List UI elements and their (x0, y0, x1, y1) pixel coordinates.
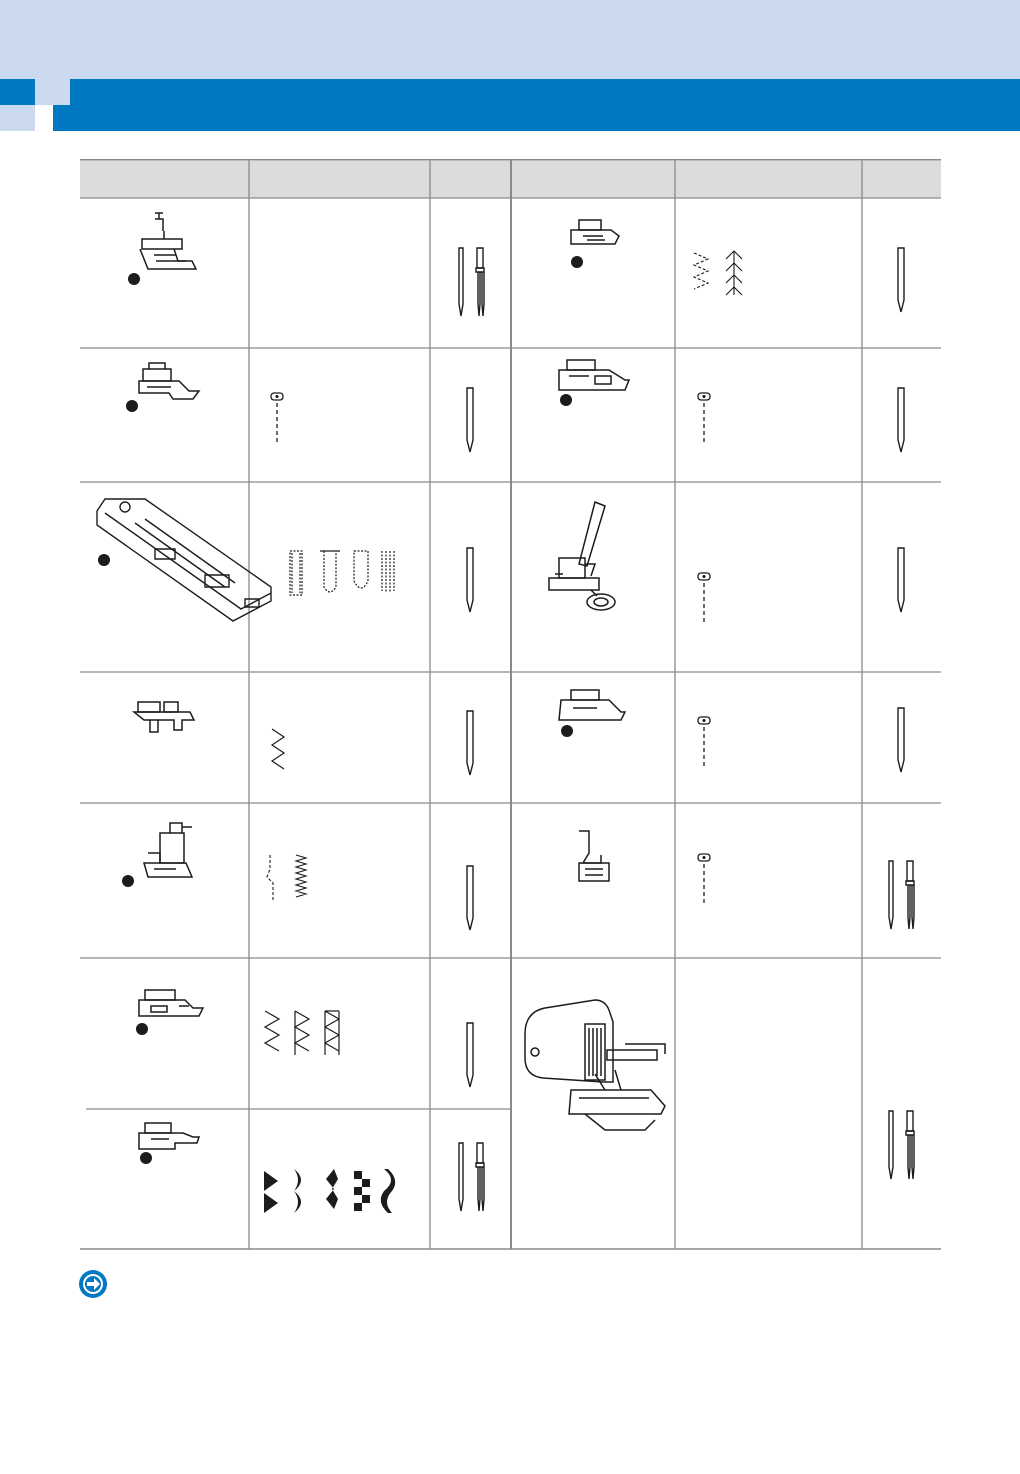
needle-single (891, 384, 911, 454)
marker-dot (128, 273, 140, 285)
section-header-bar (0, 79, 1020, 131)
open-toe-foot-icon (565, 827, 625, 892)
stitch-straight (695, 391, 715, 446)
straight-stitch-icon (695, 715, 715, 770)
button-fitting-foot-icon (130, 809, 210, 894)
section-corner-mark (0, 79, 70, 131)
needle-single (891, 244, 911, 314)
stitch-satin (260, 1167, 410, 1217)
foot-image-buttonhole (85, 489, 275, 624)
twin-needle-icon (880, 1107, 920, 1187)
straight-stitch-icon (695, 852, 715, 907)
stitch-button-sewing (266, 853, 316, 903)
single-needle-icon (460, 544, 480, 614)
single-needle-icon (460, 384, 480, 454)
needle-single (891, 704, 911, 774)
stitch-straight (268, 391, 288, 446)
foot-image-overcasting (135, 984, 210, 1029)
walking-foot-guide-icon (535, 494, 630, 619)
overcast-zigzag-icon (692, 247, 752, 299)
single-needle-icon (891, 384, 911, 454)
stitch-straight (695, 571, 715, 626)
needle-twin (880, 857, 920, 937)
needle-twin (880, 1107, 920, 1187)
note (78, 1269, 938, 1299)
buttonhole-stitches-icon (286, 549, 406, 599)
marker-dot (140, 1152, 152, 1164)
twin-needle-icon (880, 857, 920, 937)
presser-foot-table (80, 159, 941, 1250)
foot-image-walking-guide (535, 494, 630, 619)
buttonhole-foot-icon (85, 489, 275, 624)
stitch-zigzag (268, 727, 288, 772)
stitch-straight (695, 715, 715, 770)
single-needle-icon (460, 707, 480, 777)
stitch-overcast-zigzag (692, 247, 752, 299)
marker-dot (561, 725, 573, 737)
marker-dot (136, 1023, 148, 1035)
straight-stitch-icon (268, 391, 288, 446)
stitch-straight (695, 852, 715, 907)
needle-single (460, 707, 480, 777)
needle-twin (450, 244, 490, 324)
overcasting-foot-g-icon (565, 214, 625, 254)
needle-single (891, 544, 911, 614)
single-needle-icon (460, 1019, 480, 1089)
stitch-overcast (263, 1007, 353, 1057)
twin-needle-icon (450, 1139, 490, 1219)
button-stitches-icon (266, 853, 316, 903)
single-needle-icon (460, 862, 480, 932)
needle-single (460, 862, 480, 932)
marker-dot (122, 875, 134, 887)
needle-single (460, 544, 480, 614)
twin-needle-icon (450, 244, 490, 324)
single-needle-icon (891, 704, 911, 774)
satin-stitches-icon (260, 1167, 410, 1217)
single-needle-icon (891, 244, 911, 314)
overcasting-foot-icon (135, 984, 210, 1029)
arrow-right-circle-icon (78, 1269, 108, 1299)
marker-dot (560, 394, 572, 406)
stitch-buttonholes (286, 549, 406, 599)
zigzag-stitch-icon (268, 727, 288, 772)
foot-image-button-fitting (130, 809, 210, 894)
walking-foot-icon (515, 994, 675, 1144)
needle-single (460, 384, 480, 454)
straight-stitch-icon (695, 391, 715, 446)
marker-dot (126, 400, 138, 412)
top-band (0, 0, 1020, 79)
marker-dot (98, 554, 110, 566)
zipper-foot-icon (125, 359, 205, 419)
overcast-stitches-icon (263, 1007, 353, 1057)
straight-stitch-icon (695, 571, 715, 626)
foot-image-open-toe (565, 827, 625, 892)
needle-single (460, 1019, 480, 1089)
blind-stitch-foot-icon (130, 694, 200, 739)
needle-twin (450, 1139, 490, 1219)
foot-image-walking (515, 994, 675, 1144)
single-needle-icon (891, 544, 911, 614)
foot-image-blind-stitch (130, 694, 200, 739)
foot-image-zipper (125, 359, 205, 419)
marker-dot (571, 256, 583, 268)
foot-image-overcasting-g (565, 214, 625, 254)
table-grid (80, 159, 941, 1250)
